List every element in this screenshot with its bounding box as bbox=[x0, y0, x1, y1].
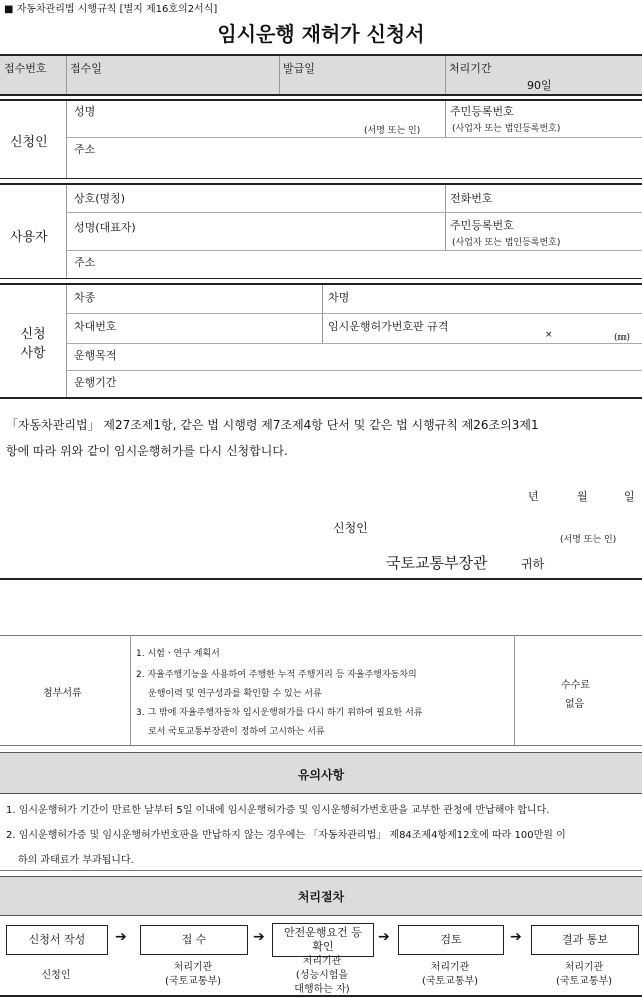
attachments-label: 첨부서류 bbox=[43, 688, 82, 699]
legal-reference: ■ 자동차관리법 시행규칙 [별지 제16호의2서식] bbox=[4, 4, 218, 15]
notes-title: 유의사항 bbox=[297, 768, 345, 782]
attachment-item-2a: 2. 자율주행기능을 사용하여 주행한 누적 주행거리 등 자율주행자동차의 bbox=[136, 670, 417, 680]
step-box-receipt: 접 수 bbox=[140, 925, 248, 955]
step-box-apply: 신청서 작성 bbox=[6, 925, 108, 955]
plate-spec-times: × bbox=[545, 330, 553, 340]
processing-period-value: 90일 bbox=[527, 79, 552, 92]
user-name-label: 성명(대표자) bbox=[74, 221, 136, 234]
date-month-label: 월 bbox=[577, 490, 588, 503]
vehicle-type-label: 차종 bbox=[74, 291, 96, 304]
date-year-label: 년 bbox=[528, 490, 539, 503]
attachment-item-3a: 3. 그 밖에 자율주행자동차 임시운행허가를 다시 하기 위하여 필요한 서류 bbox=[136, 708, 423, 718]
applicant-section-label: 신청인 bbox=[10, 135, 48, 150]
note-2a: 2. 임시운행허가증 및 임시운행허가번호판을 반납하지 않는 경우에는 「자동차관리법」 제84조제4항제12호에 따라 100만원 이 bbox=[6, 830, 566, 841]
plate-spec-unit: (㎜) bbox=[614, 333, 631, 343]
step-actor-safety-check: 처리기관 (성능시험을 대행하는 자) bbox=[294, 956, 350, 995]
applicant-id-note: (사업자 또는 법인등록번호) bbox=[452, 124, 561, 134]
step-actor-notify: 처리기관 (국토교통부) bbox=[555, 962, 613, 987]
attachment-item-1: 1. 시험ㆍ연구 계획서 bbox=[136, 649, 220, 659]
attachment-item-3b: 로서 국토교통부장관이 정하여 고시하는 서류 bbox=[148, 727, 325, 737]
arrow-icon: ➔ bbox=[253, 929, 265, 945]
date-day-label: 일 bbox=[624, 490, 635, 503]
plate-spec-label: 임시운행허가번호판 규격 bbox=[328, 320, 449, 333]
applicant-name-label: 성명 bbox=[74, 105, 96, 118]
statement-applicant-label: 신청인 bbox=[333, 521, 368, 535]
user-id-label: 주민등록번호 bbox=[450, 219, 514, 232]
applicant-sign-note: (서명 또는 인) bbox=[364, 126, 421, 136]
step-actor-apply: 신청인 bbox=[41, 970, 71, 981]
arrow-icon: ➔ bbox=[378, 929, 390, 945]
user-id-note: (사업자 또는 법인등록번호) bbox=[452, 238, 561, 248]
operation-period-label: 운행기간 bbox=[74, 376, 117, 389]
receipt-number-label: 접수번호 bbox=[4, 62, 47, 75]
fee-label: 수수료 bbox=[561, 680, 590, 691]
step-actor-receipt: 처리기관 (국토교통부) bbox=[164, 962, 222, 987]
user-section-label: 사용자 bbox=[10, 230, 48, 245]
note-2b: 하의 과태료가 부과됩니다. bbox=[18, 855, 134, 866]
step-box-review: 검토 bbox=[398, 925, 504, 955]
user-company-label: 상호(명칭) bbox=[74, 192, 126, 205]
attachment-item-2b: 운행이력 및 연구성과를 확인할 수 있는 서류 bbox=[148, 689, 322, 699]
arrow-icon: ➔ bbox=[115, 929, 127, 945]
request-section-label: 신청 사항 bbox=[20, 327, 46, 361]
process-title: 처리절차 bbox=[297, 890, 345, 904]
step-actor-review: 처리기관 (국토교통부) bbox=[421, 962, 479, 987]
processing-period-label: 처리기간 bbox=[449, 62, 492, 75]
statement-line-2: 항에 따라 위와 같이 임시운행허가를 다시 신청합니다. bbox=[6, 444, 288, 458]
vehicle-name-label: 차명 bbox=[328, 291, 350, 304]
recipient-name: 국토교통부장관 bbox=[386, 554, 488, 572]
step-box-safety-check: 안전운행요건 등 확인 bbox=[272, 923, 374, 957]
applicant-address-label: 주소 bbox=[74, 143, 96, 156]
receipt-date-label: 접수일 bbox=[70, 62, 102, 75]
arrow-icon: ➔ bbox=[510, 929, 522, 945]
recipient-suffix: 귀하 bbox=[521, 557, 545, 571]
form-title: 임시운행 재허가 신청서 bbox=[217, 22, 425, 46]
user-phone-label: 전화번호 bbox=[450, 192, 493, 205]
chassis-number-label: 차대번호 bbox=[74, 320, 117, 333]
issue-date-label: 발급일 bbox=[283, 62, 315, 75]
fee-value: 없음 bbox=[565, 699, 585, 710]
statement-sign-note: (서명 또는 인) bbox=[560, 535, 617, 545]
statement-line-1: 「자동차관리법」 제27조제1항, 같은 법 시행령 제7조제4항 단서 및 같은 법 시행규칙 제26조의3제1 bbox=[6, 418, 539, 432]
user-address-label: 주소 bbox=[74, 256, 96, 269]
purpose-label: 운행목적 bbox=[74, 349, 117, 362]
note-1: 1. 임시운행허가 기간이 만료한 날부터 5일 이내에 임시운행허가증 및 임시운행허가번호판을 교부한 관청에 반납해야 합니다. bbox=[6, 805, 550, 816]
applicant-id-label: 주민등록번호 bbox=[450, 105, 514, 118]
step-box-notify: 결과 통보 bbox=[531, 925, 639, 955]
